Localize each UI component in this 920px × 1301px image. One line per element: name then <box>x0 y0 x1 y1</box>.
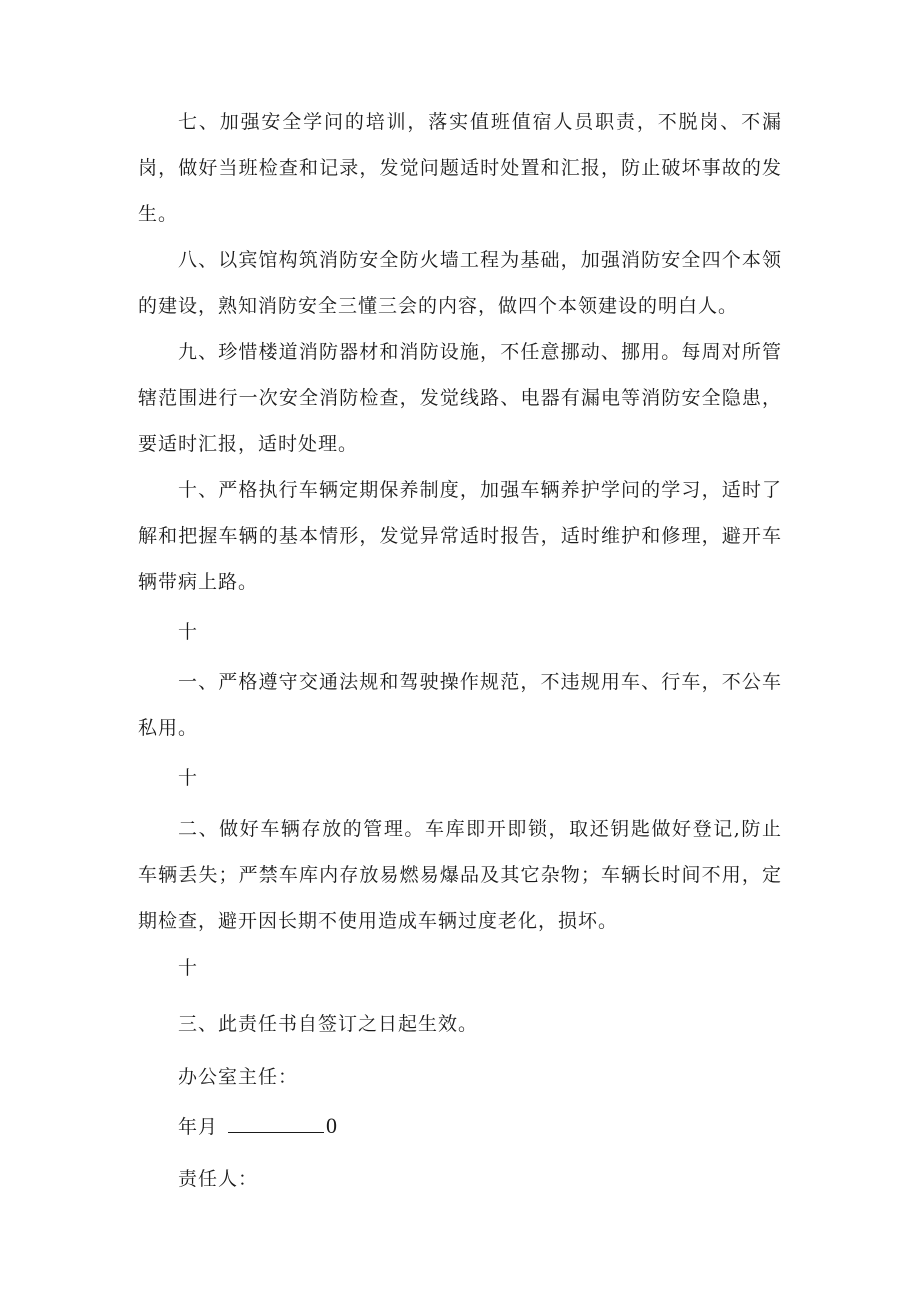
paragraph-7: 七、加强安全学问的培训，落实值班值宿人员职责，不脱岗、不漏岗，做好当班检查和记录，发觉问题适时处置和汇报，防止破坏事故的发生。 <box>138 111 782 225</box>
paragraph-9: 九、珍惜楼道消防器材和消防设施，不任意挪动、挪用。每周对所管辖范围进行一次安全消防检查，发觉线路、电器有漏电等消防安全隐患，要适时汇报，适时处理。 <box>138 341 782 455</box>
date-label: 年月 <box>178 1116 219 1138</box>
date-value: 0 <box>326 1113 339 1138</box>
paragraph-10: 十、严格执行车辆定期保养制度，加强车辆养护学问的学习，适时了解和把握车辆的基本情形，发觉异常适时报告，适时维护和修理，避开车辆带病上路。 <box>138 479 782 593</box>
office-director-label: 办公室主任： <box>178 1066 299 1088</box>
date-blank <box>228 1112 324 1133</box>
date-line <box>178 1111 338 1142</box>
paragraph-11-prefix: 十 <box>178 621 199 643</box>
paragraph-12-prefix: 十 <box>178 767 199 789</box>
paragraph-13-prefix: 十 <box>178 957 199 979</box>
paragraph-8: 八、以宾馆构筑消防安全防火墙工程为基础，加强消防安全四个本领的建设，熟知消防安全三懂三会的内容，做四个本领建设的明白人。 <box>138 249 782 317</box>
paragraph-13: 三、此责任书自签订之日起生效。 <box>178 1013 479 1035</box>
responsible-person-label: 责任人： <box>178 1168 259 1190</box>
paragraph-12: 二、做好车辆存放的管理。车库即开即锁，取还钥匙做好登记,防止车辆丢失；严禁车库内存放易燃易爆品及其它杂物；车辆长时间不用，定期检查，避开因长期不使用造成车辆过度老化，损坏。 <box>138 818 782 932</box>
paragraph-11: 一、严格遵守交通法规和驾驶操作规范，不违规用车、行车，不公车私用。 <box>138 671 782 739</box>
